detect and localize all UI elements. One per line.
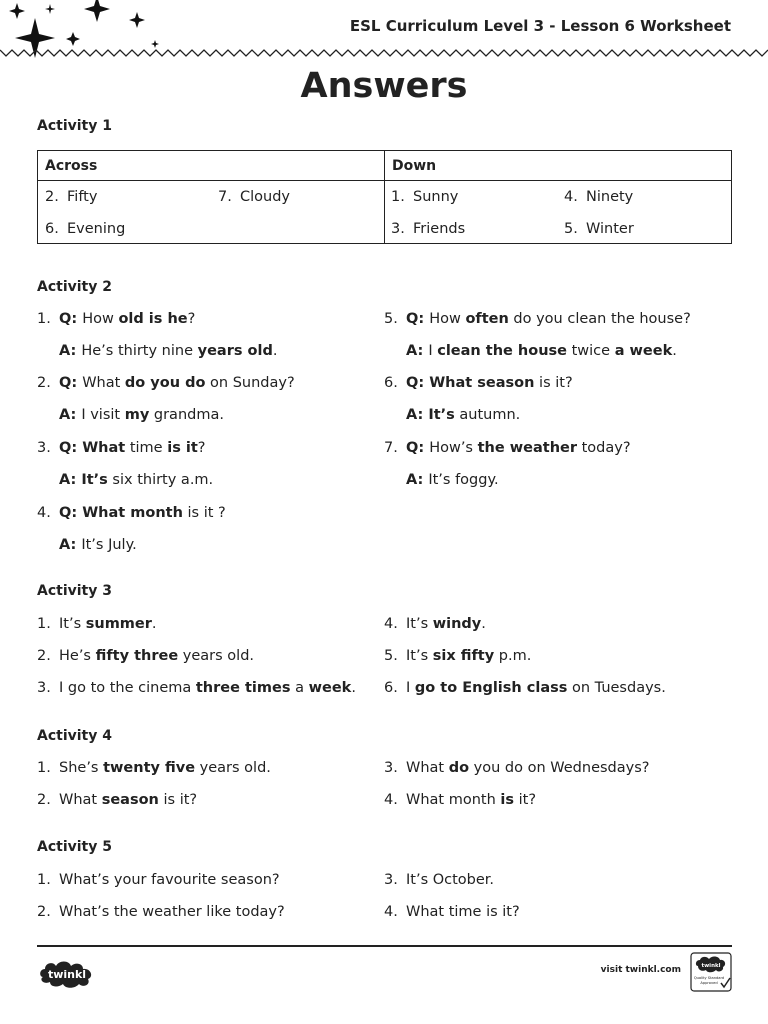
answer-text: How bbox=[429, 311, 466, 327]
answer-line bbox=[59, 537, 137, 553]
emphasis-text: What bbox=[82, 440, 126, 456]
emphasis-text: three times bbox=[195, 680, 291, 696]
emphasis-text: old is he bbox=[118, 311, 188, 327]
emphasis-text: A: bbox=[59, 407, 82, 423]
item-number: 4. bbox=[384, 904, 398, 920]
crossword-answers-table bbox=[37, 150, 732, 244]
item-number: 2. bbox=[37, 904, 51, 920]
item-number: 7. bbox=[384, 440, 398, 456]
across-column bbox=[38, 151, 384, 243]
emphasis-text: It’s bbox=[81, 472, 108, 488]
answer-text: is it? bbox=[158, 792, 198, 808]
answer-text: ? bbox=[187, 311, 196, 327]
list-item bbox=[37, 680, 356, 696]
emphasis-text: Q: bbox=[406, 440, 430, 456]
list-item bbox=[384, 760, 649, 776]
across-heading: Across bbox=[38, 151, 384, 181]
answer-text: She’s bbox=[59, 760, 104, 776]
question-line bbox=[384, 375, 573, 391]
emphasis-text: What month bbox=[82, 505, 183, 521]
item-number: 6. bbox=[384, 375, 398, 391]
twinkl-logo-icon bbox=[37, 955, 97, 991]
down-column bbox=[384, 151, 731, 243]
activity-3-heading: Activity 3 bbox=[37, 583, 112, 599]
quality-badge-icon bbox=[690, 952, 732, 992]
emphasis-text: do bbox=[448, 760, 470, 776]
answer-text: years old. bbox=[195, 760, 271, 776]
answer-text: p.m. bbox=[494, 648, 532, 664]
item-number: 2. bbox=[37, 648, 51, 664]
item-number: 1. bbox=[37, 760, 51, 776]
item-number: 1. bbox=[37, 616, 51, 632]
item-number: 1. bbox=[37, 872, 51, 888]
answer-text: is it? bbox=[534, 375, 573, 391]
emphasis-text: A: bbox=[406, 343, 429, 359]
list-item bbox=[384, 648, 531, 664]
answer-text: How’s bbox=[429, 440, 478, 456]
visit-website-text: visit twinkl.com bbox=[600, 965, 681, 975]
emphasis-text: Q: bbox=[406, 375, 430, 391]
emphasis-text: A: bbox=[59, 472, 82, 488]
answer-text: What bbox=[82, 375, 125, 391]
svg-text:Approved: Approved bbox=[700, 981, 718, 985]
svg-text:twinkl: twinkl bbox=[701, 963, 721, 969]
answer-line bbox=[59, 343, 277, 359]
activity-5-heading: Activity 5 bbox=[37, 839, 112, 855]
answer-text: What time is it? bbox=[406, 904, 520, 920]
down-heading: Down bbox=[385, 151, 731, 181]
answer-text: on Tuesdays. bbox=[567, 680, 666, 696]
activity-1-heading: Activity 1 bbox=[37, 118, 112, 134]
emphasis-text: the weather bbox=[477, 440, 577, 456]
question-line bbox=[37, 505, 226, 521]
answer-text: He’s thirty nine bbox=[81, 343, 198, 359]
emphasis-text: A: bbox=[406, 472, 429, 488]
across-item: 2. Fifty bbox=[45, 189, 98, 205]
list-item bbox=[37, 760, 271, 776]
emphasis-text: clean the house bbox=[437, 343, 567, 359]
list-item bbox=[384, 680, 666, 696]
answer-text: you do on Wednesdays? bbox=[469, 760, 650, 776]
answer-text: six thirty a.m. bbox=[107, 472, 214, 488]
answer-text: . bbox=[272, 343, 278, 359]
list-item bbox=[37, 616, 157, 632]
answer-text: What month bbox=[406, 792, 501, 808]
activity-4-heading: Activity 4 bbox=[37, 728, 112, 744]
emphasis-text: What season bbox=[429, 375, 535, 391]
answer-text: grandma. bbox=[149, 407, 224, 423]
emphasis-text: Q: bbox=[59, 505, 83, 521]
answer-text: What’s the weather like today? bbox=[59, 904, 285, 920]
item-number: 2. bbox=[37, 375, 51, 391]
answer-text: . bbox=[351, 680, 356, 696]
answer-text: on Sunday? bbox=[205, 375, 295, 391]
emphasis-text: do you do bbox=[124, 375, 206, 391]
answer-text: What bbox=[59, 792, 102, 808]
question-line bbox=[37, 440, 205, 456]
list-item bbox=[37, 792, 197, 808]
list-item bbox=[384, 904, 520, 920]
answer-text: It’s October. bbox=[406, 872, 495, 888]
answer-text: It’s July. bbox=[81, 537, 137, 553]
answer-text: . bbox=[151, 616, 157, 632]
svg-text:Quality Standard: Quality Standard bbox=[693, 976, 725, 980]
item-number: 4. bbox=[384, 616, 398, 632]
down-item: 5. Winter bbox=[564, 221, 634, 237]
answer-text: ? bbox=[197, 440, 206, 456]
emphasis-text: summer bbox=[85, 616, 152, 632]
across-item: 6. Evening bbox=[45, 221, 126, 237]
answer-text: It’s foggy. bbox=[428, 472, 499, 488]
emphasis-text: years old bbox=[197, 343, 273, 359]
emphasis-text: is it bbox=[167, 440, 198, 456]
emphasis-text: A: bbox=[59, 537, 82, 553]
question-line bbox=[37, 311, 195, 327]
down-item: 3. Friends bbox=[391, 221, 466, 237]
list-item bbox=[37, 648, 254, 664]
emphasis-text: twenty five bbox=[103, 760, 196, 776]
emphasis-text: A: bbox=[406, 407, 429, 423]
answer-text: I go to the cinema bbox=[59, 680, 196, 696]
emphasis-text: Q: bbox=[59, 440, 83, 456]
emphasis-text: Q: bbox=[59, 375, 83, 391]
emphasis-text: a week bbox=[614, 343, 673, 359]
emphasis-text: my bbox=[124, 407, 150, 423]
answer-text: . bbox=[672, 343, 677, 359]
answer-text: What’s your favourite season? bbox=[59, 872, 280, 888]
answer-line bbox=[406, 472, 499, 488]
item-number: 3. bbox=[37, 680, 51, 696]
item-number: 4. bbox=[384, 792, 398, 808]
answer-line bbox=[406, 343, 677, 359]
item-number: 2. bbox=[37, 792, 51, 808]
item-number: 3. bbox=[37, 440, 51, 456]
down-item: 4. Ninety bbox=[564, 189, 634, 205]
answer-text: a bbox=[290, 680, 309, 696]
item-number: 3. bbox=[384, 872, 398, 888]
answer-text: It’s bbox=[406, 648, 433, 664]
answer-line bbox=[59, 407, 224, 423]
item-number: 5. bbox=[384, 311, 398, 327]
answer-text: How bbox=[82, 311, 119, 327]
answer-text: today? bbox=[577, 440, 631, 456]
worksheet-title: ESL Curriculum Level 3 - Lesson 6 Worksheet bbox=[349, 17, 731, 35]
item-number: 6. bbox=[384, 680, 398, 696]
emphasis-text: fifty three bbox=[95, 648, 179, 664]
list-item bbox=[384, 616, 486, 632]
footer-divider bbox=[37, 945, 732, 947]
answer-text: twice bbox=[567, 343, 615, 359]
answer-text: it? bbox=[514, 792, 537, 808]
question-line bbox=[37, 375, 295, 391]
across-item: 7. Cloudy bbox=[218, 189, 290, 205]
emphasis-text: It’s bbox=[428, 407, 455, 423]
answer-text: autumn. bbox=[454, 407, 521, 423]
answer-text: time bbox=[125, 440, 168, 456]
emphasis-text: windy bbox=[432, 616, 482, 632]
question-line bbox=[384, 311, 691, 327]
answer-line bbox=[406, 407, 520, 423]
answer-text: He’s bbox=[59, 648, 96, 664]
list-item bbox=[384, 792, 536, 808]
answer-text: It’s bbox=[406, 616, 433, 632]
emphasis-text: Q: bbox=[406, 311, 430, 327]
emphasis-text: Q: bbox=[59, 311, 83, 327]
emphasis-text: season bbox=[101, 792, 159, 808]
answer-line bbox=[59, 472, 213, 488]
svg-text:twinkl: twinkl bbox=[47, 968, 87, 981]
item-number: 4. bbox=[37, 505, 51, 521]
wavy-divider bbox=[0, 46, 768, 60]
list-item bbox=[37, 904, 285, 920]
answer-text: I bbox=[406, 680, 415, 696]
answer-text: do you clean the house? bbox=[508, 311, 691, 327]
question-line bbox=[384, 440, 631, 456]
list-item bbox=[37, 872, 280, 888]
answer-text: What bbox=[406, 760, 449, 776]
emphasis-text: A: bbox=[59, 343, 82, 359]
answer-text: is it ? bbox=[182, 505, 226, 521]
answer-text: . bbox=[481, 616, 486, 632]
item-number: 1. bbox=[37, 311, 51, 327]
down-item: 1. Sunny bbox=[391, 189, 459, 205]
item-number: 5. bbox=[384, 648, 398, 664]
emphasis-text: often bbox=[465, 311, 509, 327]
emphasis-text: week bbox=[308, 680, 352, 696]
answer-text: years old. bbox=[178, 648, 255, 664]
activity-2-heading: Activity 2 bbox=[37, 279, 112, 295]
answer-text: I bbox=[428, 343, 438, 359]
item-number: 3. bbox=[384, 760, 398, 776]
emphasis-text: is bbox=[500, 792, 514, 808]
page-title: Answers bbox=[300, 66, 468, 106]
emphasis-text: six fifty bbox=[432, 648, 495, 664]
answer-text: It’s bbox=[59, 616, 86, 632]
list-item bbox=[384, 872, 494, 888]
emphasis-text: go to English class bbox=[414, 680, 568, 696]
answer-text: I visit bbox=[81, 407, 125, 423]
